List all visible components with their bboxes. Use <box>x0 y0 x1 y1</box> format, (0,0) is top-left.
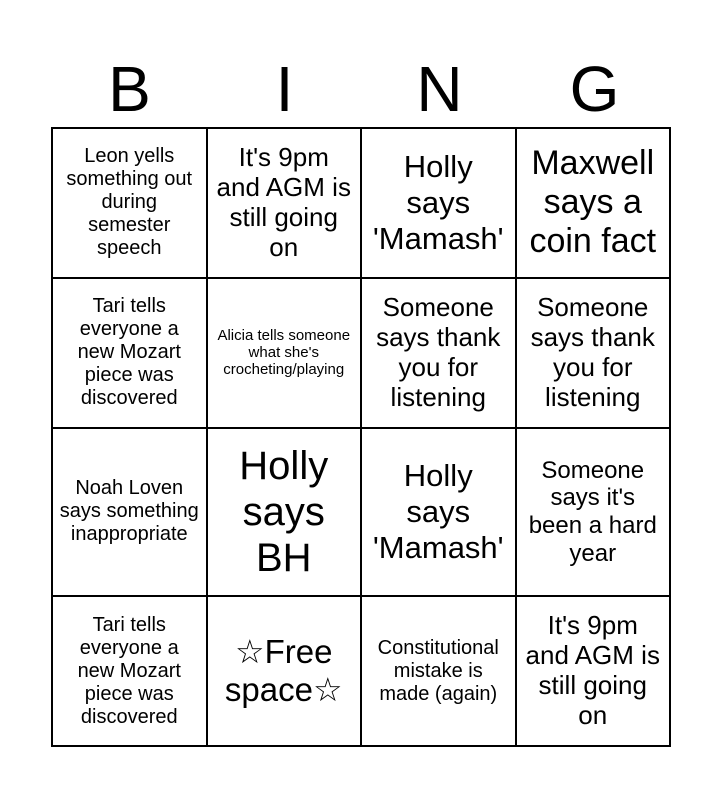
bingo-cell-r4c3[interactable]: Constitutional mistake is made (again) <box>362 597 517 747</box>
header-letter-n: N <box>416 53 463 125</box>
bingo-cell-r2c3[interactable]: Someone says thank you for listening <box>362 279 517 429</box>
bingo-cell-r2c1[interactable]: Tari tells everyone a new Mozart piece was discovered <box>53 279 208 429</box>
free-space-cell[interactable]: ☆Free space☆ <box>208 597 363 747</box>
bingo-cell-r1c2[interactable]: It's 9pm and AGM is still going on <box>208 129 363 279</box>
bingo-cell-r3c2[interactable]: Holly says BH <box>208 429 363 597</box>
bingo-cell-r3c4[interactable]: Someone says it's been a hard year <box>517 429 672 597</box>
bingo-cell-r2c4[interactable]: Someone says thank you for listening <box>517 279 672 429</box>
bingo-cell-r1c4[interactable]: Maxwell says a coin fact <box>517 129 672 279</box>
bingo-header <box>52 50 672 128</box>
header-letter-b: B <box>108 53 151 125</box>
bingo-cell-r4c1[interactable]: Tari tells everyone a new Mozart piece was discovered <box>53 597 208 747</box>
bingo-cell-r4c4[interactable]: It's 9pm and AGM is still going on <box>517 597 672 747</box>
header-letter-i: I <box>275 53 294 125</box>
bingo-cell-r1c1[interactable]: Leon yells something out during semester speech <box>53 129 208 279</box>
header-letter-g: G <box>569 53 620 125</box>
bingo-cell-r2c2[interactable]: Alicia tells someone what she's crocheting/playing <box>208 279 363 429</box>
bingo-cell-r3c3[interactable]: Holly says 'Mamash' <box>362 429 517 597</box>
bingo-cell-r1c3[interactable]: Holly says 'Mamash' <box>362 129 517 279</box>
bingo-board <box>51 127 671 747</box>
bingo-cell-r3c1[interactable]: Noah Loven says something inappropriate <box>53 429 208 597</box>
